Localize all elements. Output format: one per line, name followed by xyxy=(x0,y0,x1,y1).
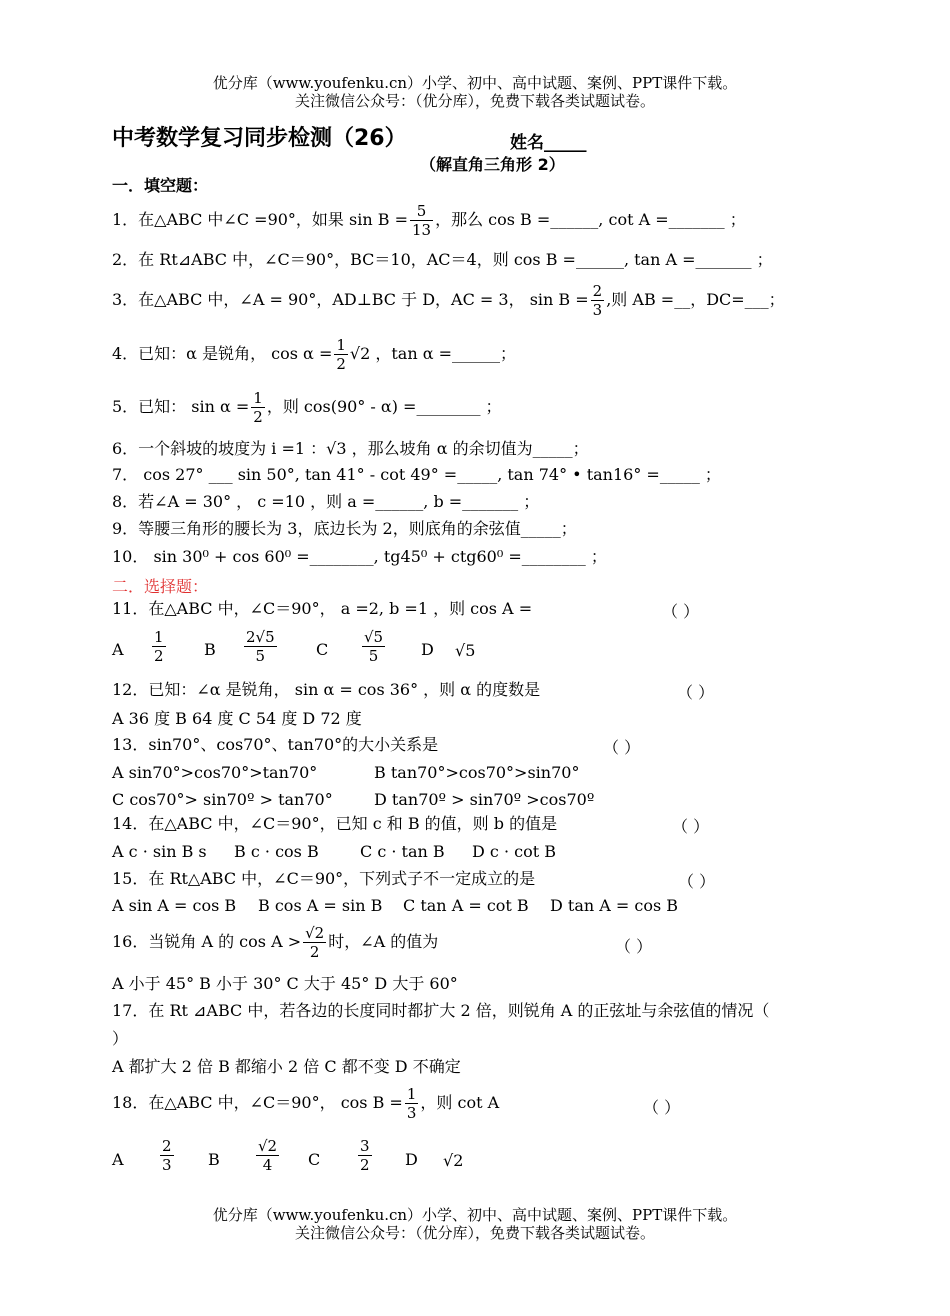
q4-text-b: √2 ，tan α =______； xyxy=(349,344,517,363)
q11-option-b xyxy=(242,628,279,665)
q1-text-a: 1．在△ABC 中∠C =90°，如果 sin B = xyxy=(112,210,408,229)
q16-fraction xyxy=(303,924,326,961)
question-11: 11．在△ABC 中，∠C＝90°， a =2, b =1 ，则 cos A = xyxy=(112,599,533,618)
section-multiple-choice: 二．选择题： xyxy=(112,577,209,596)
q16-denominator: 2 xyxy=(309,943,320,961)
question-8: 8．若∠A = 30° ， c =10 ，则 a =______, b =_______ ； xyxy=(112,492,540,511)
q18-answer-paren: （ ） xyxy=(643,1098,681,1117)
q5-denominator: 2 xyxy=(253,408,263,426)
q18-c-num: 3 xyxy=(360,1137,370,1155)
q13-option-a: A sin70°>cos70°>tan70° xyxy=(112,763,318,782)
q11-option-a xyxy=(150,628,168,665)
q18-option-a-label: A xyxy=(112,1150,124,1169)
q18-a-den: 3 xyxy=(162,1156,172,1174)
q1-numerator: 5 xyxy=(410,202,433,221)
q4-numerator: 1 xyxy=(336,336,346,354)
q18-option-a xyxy=(158,1137,176,1174)
q12-options: A 36 度 B 64 度 C 54 度 D 72 度 xyxy=(112,709,362,728)
q16-answer-paren: （ ） xyxy=(615,937,653,956)
q18-option-d-label: D xyxy=(405,1150,418,1169)
footer-line-2: 关注微信公众号：（优分库），免费下载各类试题试卷。 xyxy=(294,1224,655,1242)
q11-c-den: 5 xyxy=(368,647,379,665)
q4-text-a: 4．已知：α 是锐角， cos α = xyxy=(112,344,333,363)
q12-answer-paren: （ ） xyxy=(677,683,715,702)
q14-option-b: B c · cos B xyxy=(234,842,319,861)
q4-denominator: 2 xyxy=(336,355,346,373)
q3-text-b: ,则 AB =__，DC=___； xyxy=(606,290,785,309)
q18-text-b: ，则 cot A xyxy=(420,1093,500,1112)
question-12: 12．已知：∠α 是锐角， sin α = cos 36° ，则 α 的度数是 xyxy=(112,680,541,699)
q18-b-num: √2 xyxy=(258,1137,278,1155)
q13-option-c: C cos70°> sin70º > tan70° xyxy=(112,790,333,809)
q18-numerator: 1 xyxy=(406,1085,417,1103)
header-line-1: 优分库（www.youfenku.cn）小学、初中、高中试题、案例、PPT课件下载。 xyxy=(212,74,738,92)
page-title: 中考数学复习同步检测（26） xyxy=(112,126,407,151)
q11-c-num: √5 xyxy=(364,628,384,646)
question-7: 7． cos 27° ___ sin 50°, tan 41° - cot 49° =_____, tan 74° • tan16° =_____ ； xyxy=(112,465,721,484)
question-9: 9．等腰三角形的腰长为 3，底边长为 2，则底角的余弦值_____； xyxy=(112,519,577,538)
question-6: 6．一个斜坡的坡度为 i =1 ：√3 ，那么坡角 α 的余切值为_____； xyxy=(112,439,589,458)
q16-options: A 小于 45° B 小于 30° C 大于 45° D 大于 60° xyxy=(112,974,458,993)
q13-answer-paren: （ ） xyxy=(603,738,641,757)
q17-options: A 都扩大 2 倍 B 都缩小 2 倍 C 都不变 D 不确定 xyxy=(112,1057,461,1076)
question-16 xyxy=(112,924,438,961)
question-3 xyxy=(112,282,785,319)
q13-option-b: B tan70°>cos70°>sin70° xyxy=(374,763,580,782)
q18-option-d: √2 xyxy=(443,1151,464,1170)
question-5 xyxy=(112,389,502,426)
q18-option-c xyxy=(356,1137,374,1174)
q17-paren-close: ） xyxy=(112,1029,129,1048)
q3-denominator: 3 xyxy=(592,301,603,319)
q11-a-den: 2 xyxy=(154,647,164,665)
q15-option-b: B cos A = sin B xyxy=(258,896,383,915)
q11-option-d-label: D xyxy=(421,640,434,659)
q18-a-num: 2 xyxy=(162,1137,172,1155)
q1-denominator: 13 xyxy=(411,221,432,239)
q11-option-c-label: C xyxy=(316,640,329,659)
q15-option-c: C tan A = cot B xyxy=(403,896,529,915)
q18-option-b xyxy=(254,1137,281,1174)
q16-numerator: √2 xyxy=(305,924,325,942)
question-15: 15．在 Rt△ABC 中，∠C＝90°，下列式子不一定成立的是 xyxy=(112,869,536,888)
q15-option-a: A sin A = cos B xyxy=(112,896,237,915)
q15-option-d: D tan A = cos B xyxy=(550,896,679,915)
q5-text-a: 5．已知： sin α = xyxy=(112,397,250,416)
q15-answer-paren: （ ） xyxy=(678,872,716,891)
q4-fraction xyxy=(334,336,348,373)
q13-option-d: D tan70º > sin70º >cos70º xyxy=(374,790,595,809)
q14-answer-paren: （ ） xyxy=(672,817,710,836)
question-10: 10． sin 30⁰ + cos 60⁰ =________, tg45⁰ + ctg60⁰ =________ ； xyxy=(112,547,607,566)
q11-b-num: 2√5 xyxy=(246,628,275,646)
q11-option-a-label: A xyxy=(112,640,124,659)
q1-fraction xyxy=(410,202,433,239)
q3-fraction xyxy=(591,282,605,319)
question-1 xyxy=(112,202,746,239)
q16-text-a: 16．当锐角 A 的 cos A > xyxy=(112,932,302,951)
question-13: 13．sin70°、cos70°、tan70°的大小关系是 xyxy=(112,735,439,754)
name-field-label: 姓名_____ xyxy=(510,133,587,153)
q11-option-d: √5 xyxy=(455,641,476,660)
q11-answer-paren: （ ） xyxy=(662,602,700,621)
q5-fraction xyxy=(251,389,265,426)
q3-numerator: 2 xyxy=(592,282,603,300)
footer-line-1: 优分库（www.youfenku.cn）小学、初中、高中试题、案例、PPT课件下载。 xyxy=(212,1206,738,1224)
q11-b-den: 5 xyxy=(255,647,266,665)
q18-fraction xyxy=(405,1085,419,1122)
q1-text-b: ，那么 cos B =______, cot A =_______ ； xyxy=(435,210,746,229)
q11-a-num: 1 xyxy=(154,628,164,646)
q18-text-a: 18．在△ABC 中，∠C＝90°， cos B = xyxy=(112,1093,403,1112)
q3-text-a: 3．在△ABC 中，∠A = 90°，AD⊥BC 于 D，AC = 3， sin B = xyxy=(112,290,589,309)
page-subtitle: （解直角三角形 2） xyxy=(420,155,565,174)
q18-denominator: 3 xyxy=(406,1104,417,1122)
q14-option-d: D c · cot B xyxy=(472,842,556,861)
question-14: 14．在△ABC 中，∠C＝90°，已知 c 和 B 的值，则 b 的值是 xyxy=(112,814,558,833)
section-fill-blank: 一．填空题： xyxy=(112,176,209,195)
question-18 xyxy=(112,1085,499,1122)
q16-text-b: 时，∠A 的值为 xyxy=(328,932,439,951)
q18-c-den: 2 xyxy=(360,1156,370,1174)
q18-b-den: 4 xyxy=(262,1156,273,1174)
question-4 xyxy=(112,336,516,373)
q18-option-c-label: C xyxy=(308,1150,321,1169)
header-line-2: 关注微信公众号：（优分库），免费下载各类试题试卷。 xyxy=(294,92,655,110)
question-17: 17．在 Rt ⊿ABC 中，若各边的长度同时都扩大 2 倍，则锐角 A 的正弦址与余弦值的情况（ xyxy=(112,1001,770,1020)
q5-numerator: 1 xyxy=(253,389,263,407)
q5-text-b: ，则 cos(90° - α) =________ ； xyxy=(266,397,502,416)
q14-option-a: A c · sin B s xyxy=(112,842,207,861)
question-2: 2．在 Rt⊿ABC 中，∠C＝90°，BC＝10，AC＝4，则 cos B =______, tan A =_______ ； xyxy=(112,250,773,269)
q18-option-b-label: B xyxy=(208,1150,220,1169)
q11-option-b-label: B xyxy=(204,640,216,659)
q14-option-c: C c · tan B xyxy=(360,842,445,861)
q11-option-c xyxy=(360,628,387,665)
